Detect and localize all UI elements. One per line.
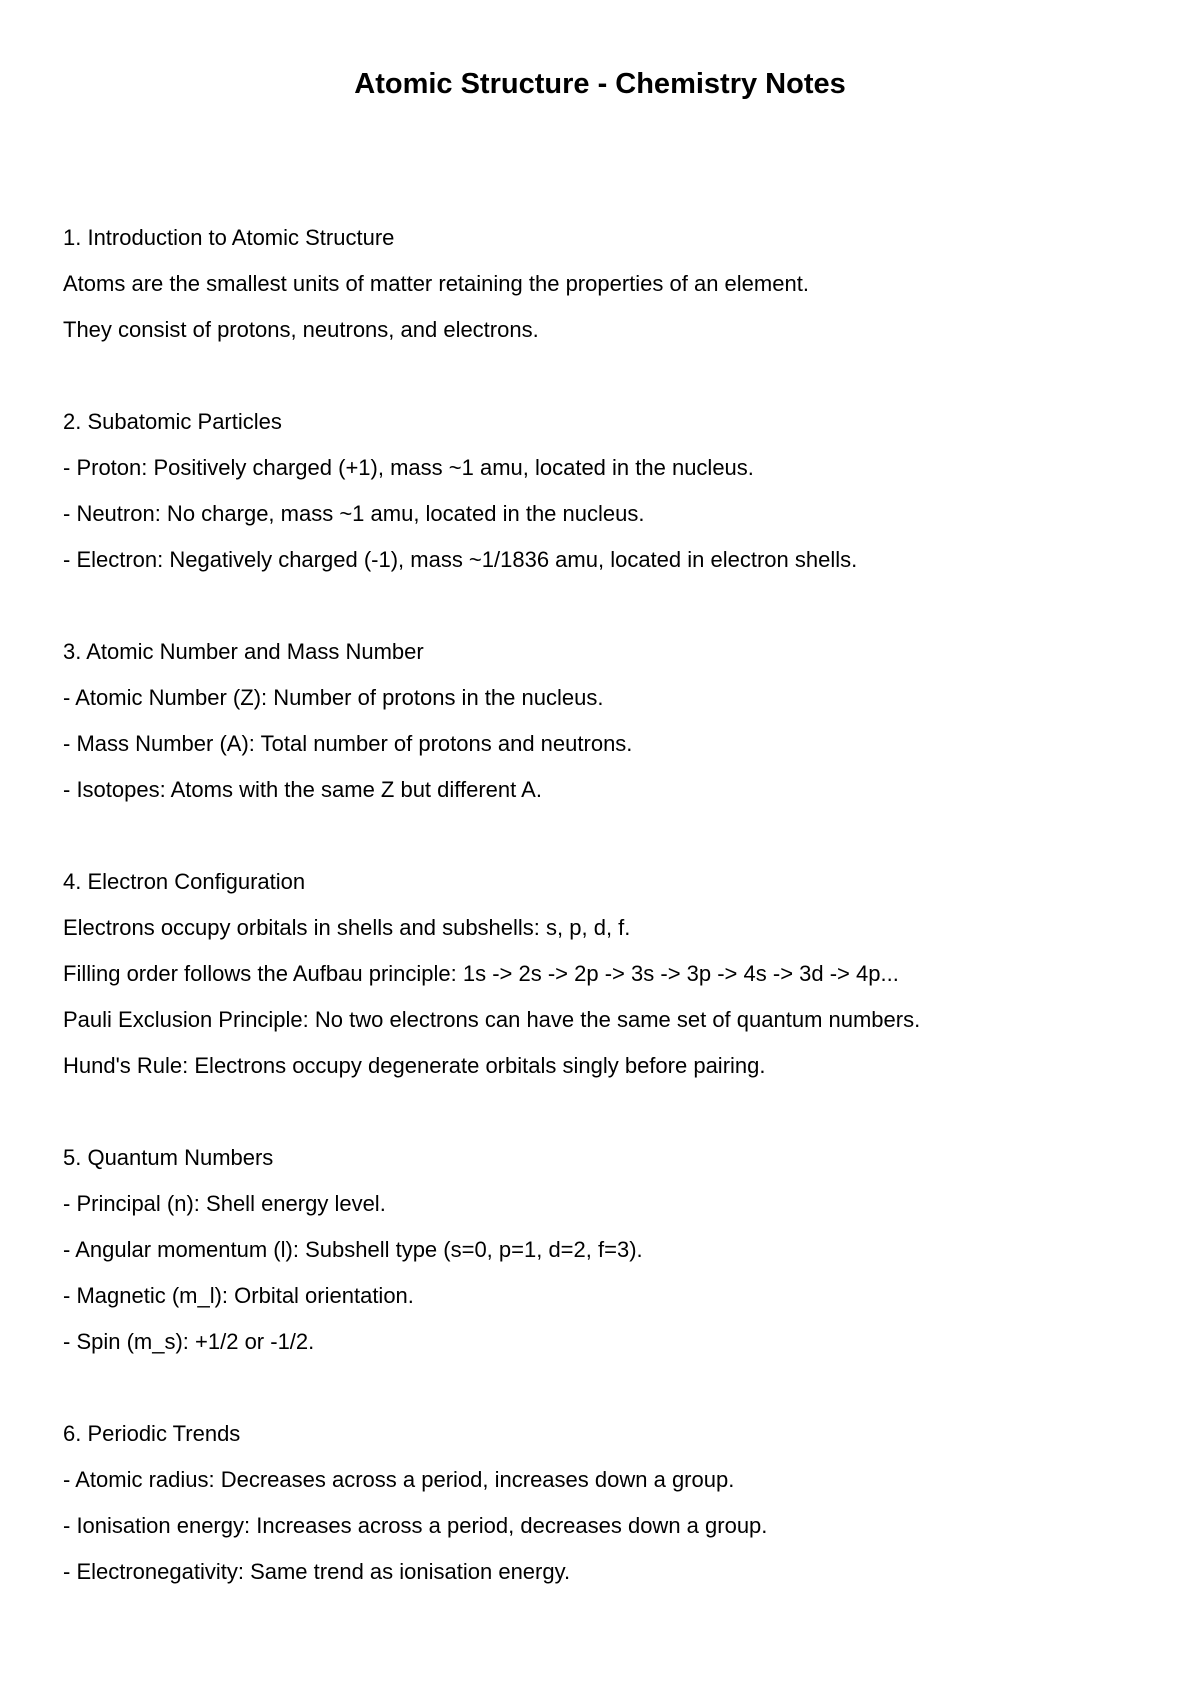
- list-item: - Neutron: No charge, mass ~1 amu, located in the nucleus.: [63, 501, 645, 526]
- paragraph-line: Pauli Exclusion Principle: No two electrons can have the same set of quantum numbers.: [63, 1007, 921, 1032]
- section-heading-introduction: 1. Introduction to Atomic Structure: [63, 225, 395, 250]
- paragraph-line: Filling order follows the Aufbau principle: 1s -> 2s -> 2p -> 3s -> 3p -> 4s -> 3d -> 4p...: [63, 961, 899, 986]
- list-item: - Electron: Negatively charged (-1), mass ~1/1836 amu, located in electron shells.: [63, 547, 858, 572]
- paragraph-line: Atoms are the smallest units of matter retaining the properties of an element.: [63, 271, 809, 296]
- list-item: - Atomic radius: Decreases across a period, increases down a group.: [63, 1467, 735, 1492]
- list-item: - Isotopes: Atoms with the same Z but different A.: [63, 777, 542, 802]
- paragraph-line: Electrons occupy orbitals in shells and subshells: s, p, d, f.: [63, 915, 631, 940]
- section-heading-periodic-trends: 6. Periodic Trends: [63, 1421, 241, 1446]
- section-heading-electron-configuration: 4. Electron Configuration: [63, 869, 306, 894]
- list-item: - Angular momentum (l): Subshell type (s=0, p=1, d=2, f=3).: [63, 1237, 643, 1262]
- list-item: - Ionisation energy: Increases across a period, decreases down a group.: [63, 1513, 768, 1538]
- page-title: Atomic Structure - Chemistry Notes: [354, 68, 846, 100]
- section-heading-quantum-numbers: 5. Quantum Numbers: [63, 1145, 274, 1170]
- list-item: - Mass Number (A): Total number of protons and neutrons.: [63, 731, 633, 756]
- list-item: - Atomic Number (Z): Number of protons in the nucleus.: [63, 685, 604, 710]
- paragraph-line: They consist of protons, neutrons, and electrons.: [63, 317, 539, 342]
- list-item: - Spin (m_s): +1/2 or -1/2.: [63, 1329, 315, 1354]
- list-item: - Magnetic (m_l): Orbital orientation.: [63, 1283, 414, 1308]
- section-heading-atomic-number: 3. Atomic Number and Mass Number: [63, 639, 424, 664]
- list-item: - Proton: Positively charged (+1), mass ~1 amu, located in the nucleus.: [63, 455, 754, 480]
- paragraph-line: Hund's Rule: Electrons occupy degenerate orbitals singly before pairing.: [63, 1053, 766, 1078]
- section-heading-subatomic-particles: 2. Subatomic Particles: [63, 409, 282, 434]
- list-item: - Principal (n): Shell energy level.: [63, 1191, 386, 1216]
- list-item: - Electronegativity: Same trend as ionisation energy.: [63, 1559, 571, 1584]
